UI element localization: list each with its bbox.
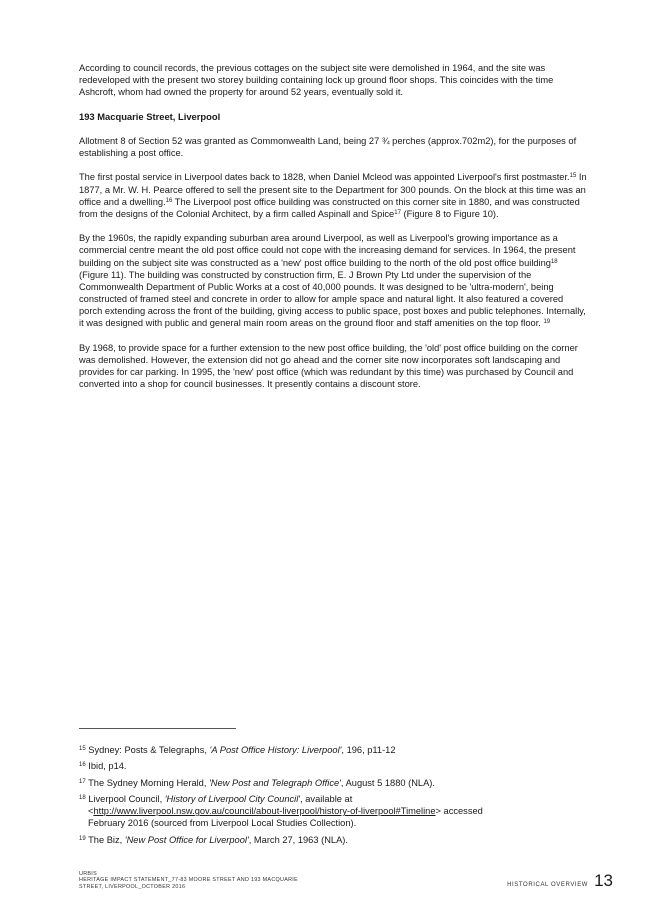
text-run: , March 27, 1963 (NLA).: [248, 834, 348, 845]
timeline-link[interactable]: http://www.liverpool.nsw.gov.au/council/about-liverpool/history-of-liverpool#Timeline: [93, 806, 436, 817]
footer-company: URBIS: [79, 871, 97, 877]
footnote-continuation: February 2016 (sourced from Liverpool Local Studies Collection).: [88, 818, 357, 829]
text-run: > accessed: [435, 806, 483, 817]
text-run: The Biz,: [85, 834, 125, 845]
text-run: The Liverpool post office building was constructed on this corner site in 1880, and was constructed from the designs of the Colonial Architect, by a firm called Aspinall and Spice: [79, 196, 580, 219]
footnote-title: 'History of Liverpool City Council': [164, 793, 301, 804]
footnote-divider: [79, 728, 236, 729]
text-run: (Figure 8 to Figure 10).: [400, 208, 499, 219]
text-run: <: [88, 806, 94, 817]
footer-document-info: [79, 871, 298, 890]
text-run: Ibid, p14.: [85, 761, 127, 772]
section-heading: 193 Macquarie Street, Liverpool: [79, 110, 221, 122]
footnote-number: 17: [79, 778, 86, 785]
footnote-continuation: [79, 805, 589, 817]
footnote-17: [79, 777, 589, 789]
text-run: Sydney: Posts & Telegraphs,: [85, 745, 210, 755]
footnote-16: [79, 760, 589, 772]
text-run: The first postal service in Liverpool dates back to 1828, when Daniel Mcleod was appointed Liverpool's first postmaster.: [79, 172, 570, 183]
footnote-15: [79, 744, 589, 756]
expansion-paragraph: [79, 232, 589, 329]
footnote-19: [79, 834, 589, 846]
text-run: In 1877, a Mr. W. H. Pearce offered to sell the present site to the Department for 300 pounds. On the block at this time was an office and a dwelling.: [79, 172, 587, 207]
page-body: [79, 62, 589, 402]
footnote-ref-15[interactable]: 15: [569, 173, 577, 180]
footer-section-info: [507, 871, 613, 891]
intro-paragraph: According to council records, the previous cottages on the subject site were demolished in 1964, and the site was redeveloped with the present two storey building containing lock up ground floor shops. This coincides with the time Ashcroft, whom had owned the property for around 52 years, eventually sold it.: [79, 63, 554, 98]
footer-document-date: STREET, LIVERPOOL_OCTOBER 2016: [79, 883, 186, 890]
text-run: (Figure 11). The building was constructed by construction firm, E. J Brown Pty Ltd under the supervision of the Commonwealth Department of Public Works at a cost of 40,000 pounds. It was designed to be 'ultra-modern', being constructed of framed steel and concrete in order to allow for ample space and natural light. It also featured a covered porch extending across the front of the building, giving access to public space, post boxes and public telephones. Internally, it was designed with public and general main room areas on the ground floor and staff amenities on the top floor.: [79, 269, 586, 328]
footnote-number: 19: [79, 835, 86, 842]
footnote-ref-17[interactable]: 17: [394, 209, 401, 216]
page-number: 13: [594, 871, 613, 890]
demolition-paragraph: By 1968, to provide space for a further extension to the new post office building, the 'old' post office building on the corner was demolished. However, the extension did not go ahead and the corner site now incorporates soft landscaping and provides for car parking. In 1995, the 'new' post office (which was redundant by this time) was purchased by Council and converted into a shop for council businesses. It presently contains a discount store.: [79, 342, 578, 389]
footnote-ref-19[interactable]: 19: [543, 319, 551, 325]
footer-document-title: HERITAGE IMPACT STATEMENT_77-83 MOORE STREET AND 193 MACQUARIE: [79, 877, 298, 884]
footnote-number: 15: [79, 746, 86, 752]
text-run: The Sydney Morning Herald,: [85, 777, 210, 788]
postal-history-paragraph: [79, 171, 589, 219]
footnotes: [79, 728, 589, 850]
text-run: , available at: [300, 793, 353, 804]
footnote-number: 18: [79, 794, 86, 801]
footer-section-label: HISTORICAL OVERVIEW: [507, 882, 589, 888]
footnote-number: 16: [79, 762, 86, 769]
footnote-ref-18[interactable]: 18: [550, 258, 558, 265]
footnote-title: 'New Post and Telegraph Office': [209, 777, 341, 788]
footnote-title: 'A Post Office History: Liverpool': [209, 745, 342, 755]
allotment-paragraph: Allotment 8 of Section 52 was granted as Commonwealth Land, being 27 ¾ perches (approx.702m2), for the purposes of establishing a post office.: [79, 135, 577, 158]
text-run: , August 5 1880 (NLA).: [340, 777, 435, 788]
footnote-ref-16[interactable]: 16: [165, 197, 173, 204]
footnote-title: 'New Post Office for Liverpool': [124, 834, 249, 845]
footnote-18: [79, 793, 589, 830]
text-run: Liverpool Council,: [85, 793, 165, 804]
text-run: , 196, p11-12: [341, 745, 396, 755]
page-footer: [79, 869, 613, 899]
text-run: By the 1960s, the rapidly expanding suburban area around Liverpool, as well as Liverpool's growing importance as a commercial centre meant the old post office could not cope with the increasing demand for services. In 1964, the present building on the subject site was constructed as a 'new' post office building to the north of the old post office building: [79, 233, 576, 268]
